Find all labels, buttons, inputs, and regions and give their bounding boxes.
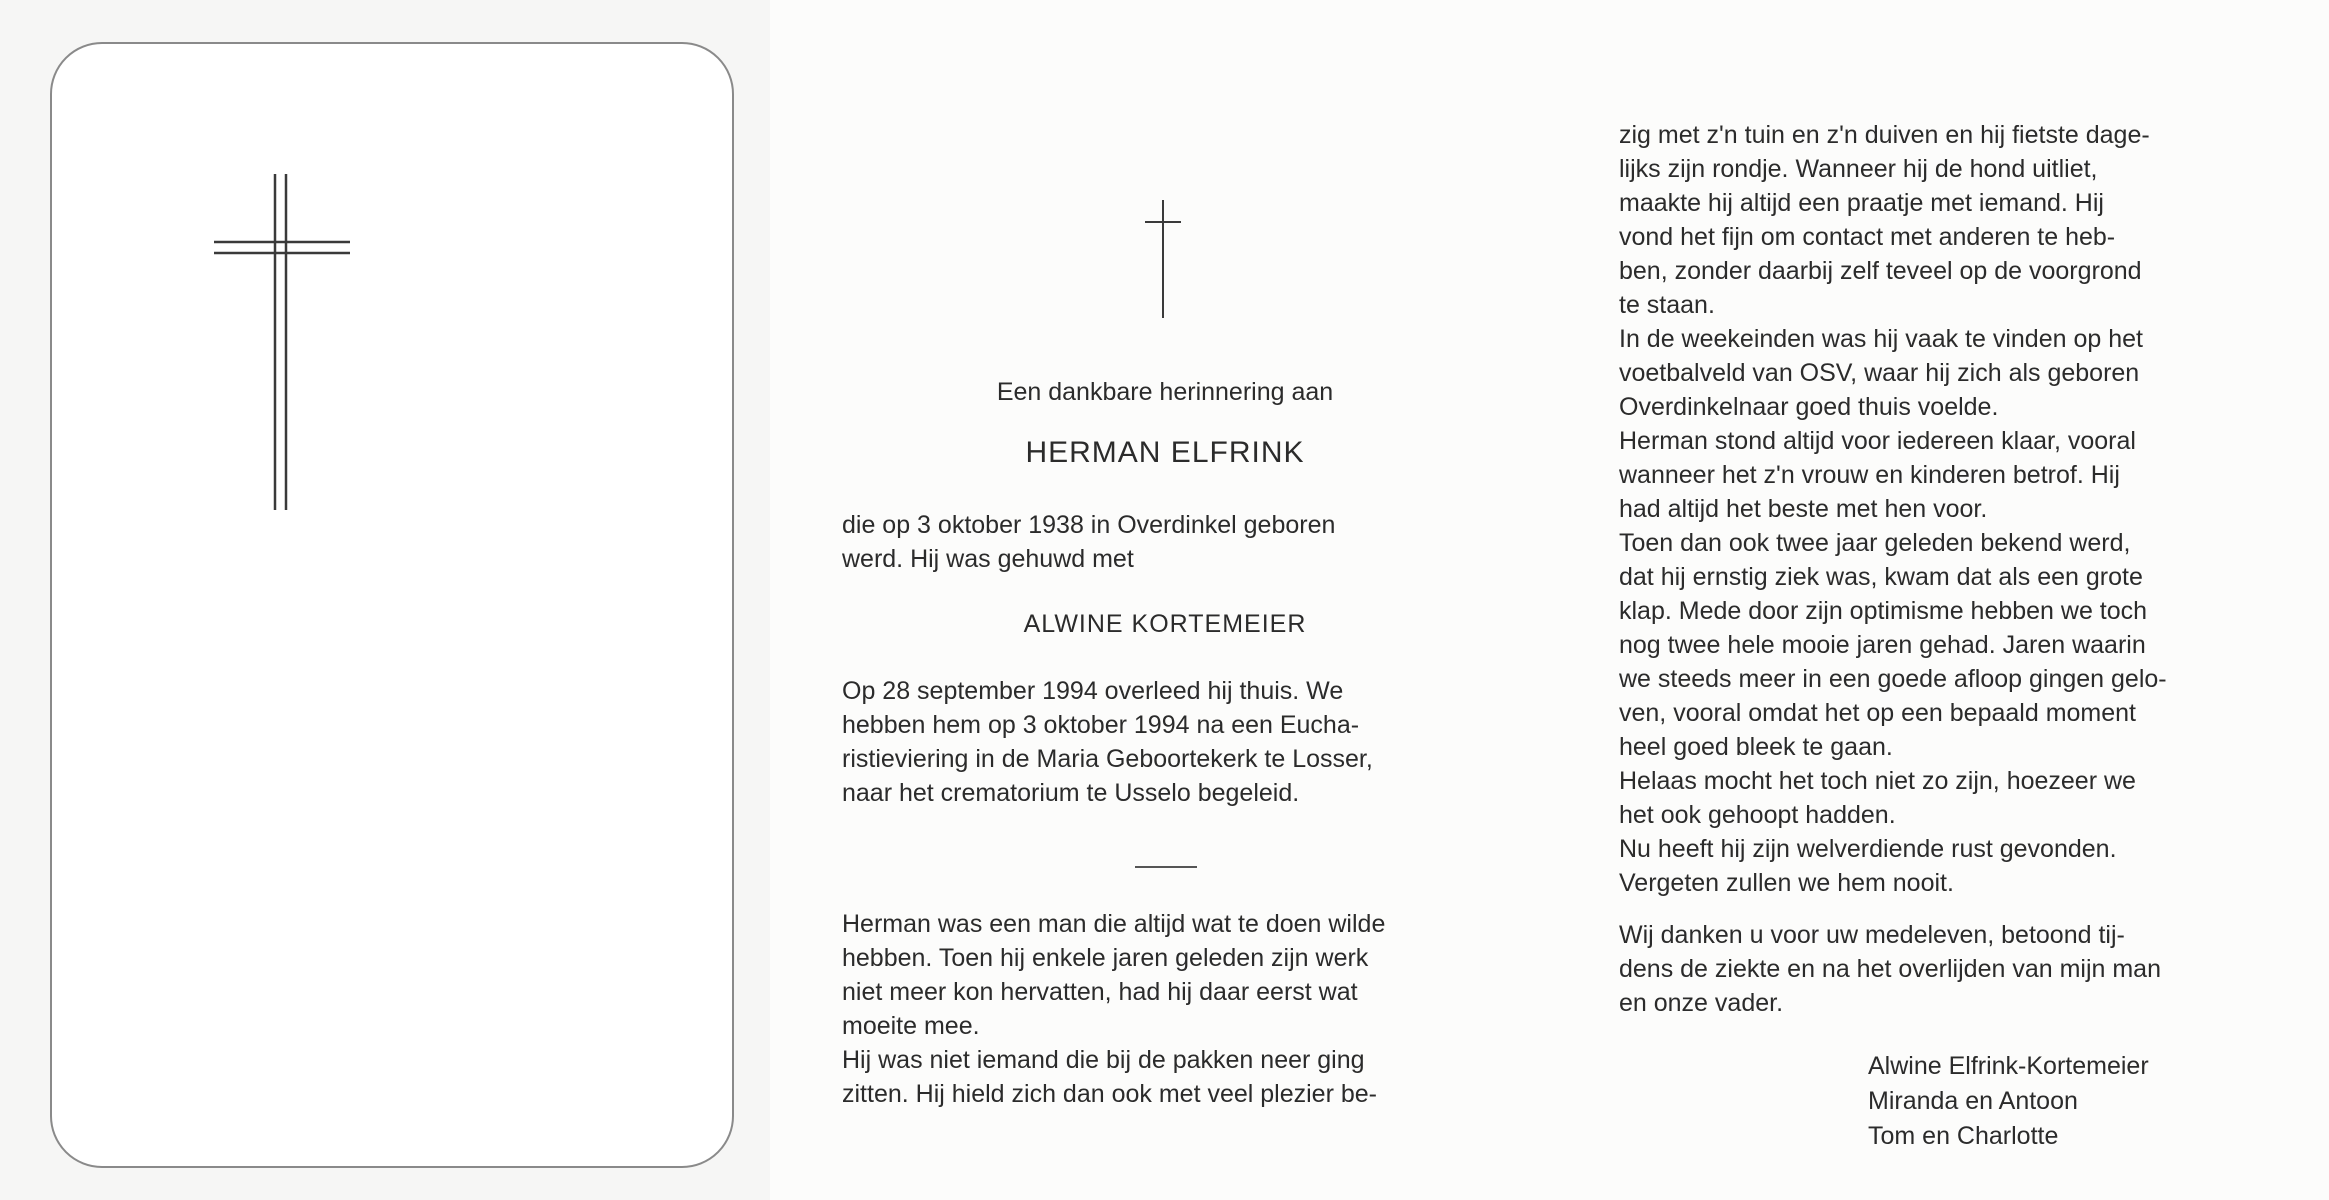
text-line: zig met z'n tuin en z'n duiven en hij fietste dage-	[1619, 121, 2150, 149]
text-line: ristieviering in de Maria Geboortekerk te Losser,	[842, 745, 1373, 773]
signer-name: Alwine Elfrink-Kortemeier	[1868, 1052, 2149, 1080]
signer-name: Miranda en Antoon	[1868, 1087, 2078, 1115]
text-line: dat hij ernstig ziek was, kwam dat als een grote	[1619, 563, 2143, 591]
thanks-paragraph	[1619, 918, 2269, 1020]
text-line: niet meer kon hervatten, had hij daar eerst wat	[842, 978, 1358, 1006]
text-line: maakte hij altijd een praatje met iemand. Hij	[1619, 189, 2104, 217]
text-line: die op 3 oktober 1938 in Overdinkel geboren	[842, 511, 1336, 539]
text-line: wanneer het z'n vrouw en kinderen betrof. Hij	[1619, 461, 2120, 489]
story-continuation	[1619, 118, 2269, 900]
text-line: Toen dan ook twee jaar geleden bekend werd,	[1619, 529, 2131, 557]
section-divider	[1135, 866, 1197, 868]
text-line: Op 28 september 1994 overleed hij thuis. We	[842, 677, 1344, 705]
text-line: moeite mee.	[842, 1012, 980, 1040]
text-line: we steeds meer in een goede afloop gingen gelo-	[1619, 665, 2167, 693]
text-line: hebben hem op 3 oktober 1994 na een Eucha-	[842, 711, 1360, 739]
text-line: lijks zijn rondje. Wanneer hij de hond uitliet,	[1619, 155, 2098, 183]
text-line: dens de ziekte en na het overlijden van mijn man	[1619, 955, 2161, 983]
text-line: naar het crematorium te Usselo begeleid.	[842, 779, 1300, 807]
text-line: te staan.	[1619, 291, 1715, 319]
text-line: en onze vader.	[1619, 989, 1784, 1017]
text-line: Wij danken u voor uw medeleven, betoond tij-	[1619, 921, 2125, 949]
text-line: het ook gehoopt hadden.	[1619, 801, 1896, 829]
signatories	[1868, 1049, 2288, 1154]
text-line: voetbalveld van OSV, waar hij zich als geboren	[1619, 359, 2140, 387]
spouse-name: ALWINE KORTEMEIER	[1023, 610, 1307, 638]
text-line: Overdinkelnaar goed thuis voelde.	[1619, 393, 1999, 421]
text-line: ven, vooral omdat het op een bepaald moment	[1619, 699, 2137, 727]
text-line: werd. Hij was gehuwd met	[842, 545, 1134, 573]
story-paragraph	[842, 907, 1492, 1111]
birth-paragraph	[842, 508, 1492, 576]
front-cover-panel	[50, 42, 734, 1168]
text-line: klap. Mede door zijn optimisme hebben we toch	[1619, 597, 2148, 625]
double-line-cross-icon	[214, 174, 350, 510]
text-line: Nu heeft hij zijn welverdiende rust gevonden.	[1619, 835, 2117, 863]
thin-cross-icon	[1143, 200, 1183, 318]
text-line: hebben. Toen hij enkele jaren geleden zijn werk	[842, 944, 1369, 972]
text-line: ben, zonder daarbij zelf teveel op de voorgrond	[1619, 257, 2142, 285]
deceased-name: HERMAN ELFRINK	[1025, 436, 1305, 469]
text-line: In de weekeinden was hij vaak te vinden op het	[1619, 325, 2143, 353]
text-line: vond het fijn om contact met anderen te heb-	[1619, 223, 2116, 251]
text-line: had altijd het beste met hen voor.	[1619, 495, 1988, 523]
signer-name: Tom en Charlotte	[1868, 1122, 2059, 1150]
intro-text: Een dankbare herinnering aan	[996, 378, 1334, 406]
text-line: nog twee hele mooie jaren gehad. Jaren waarin	[1619, 631, 2146, 659]
text-line: zitten. Hij hield zich dan ook met veel plezier be-	[842, 1080, 1377, 1108]
text-line: Hij was niet iemand die bij de pakken neer ging	[842, 1046, 1365, 1074]
text-line: heel goed bleek te gaan.	[1619, 733, 1893, 761]
text-line: Helaas mocht het toch niet zo zijn, hoezeer we	[1619, 767, 2136, 795]
text-line: Herman was een man die altijd wat te doen wilde	[842, 910, 1386, 938]
text-line: Vergeten zullen we hem nooit.	[1619, 869, 1954, 897]
death-paragraph	[842, 674, 1492, 810]
text-line: Herman stond altijd voor iedereen klaar, vooral	[1619, 427, 2136, 455]
